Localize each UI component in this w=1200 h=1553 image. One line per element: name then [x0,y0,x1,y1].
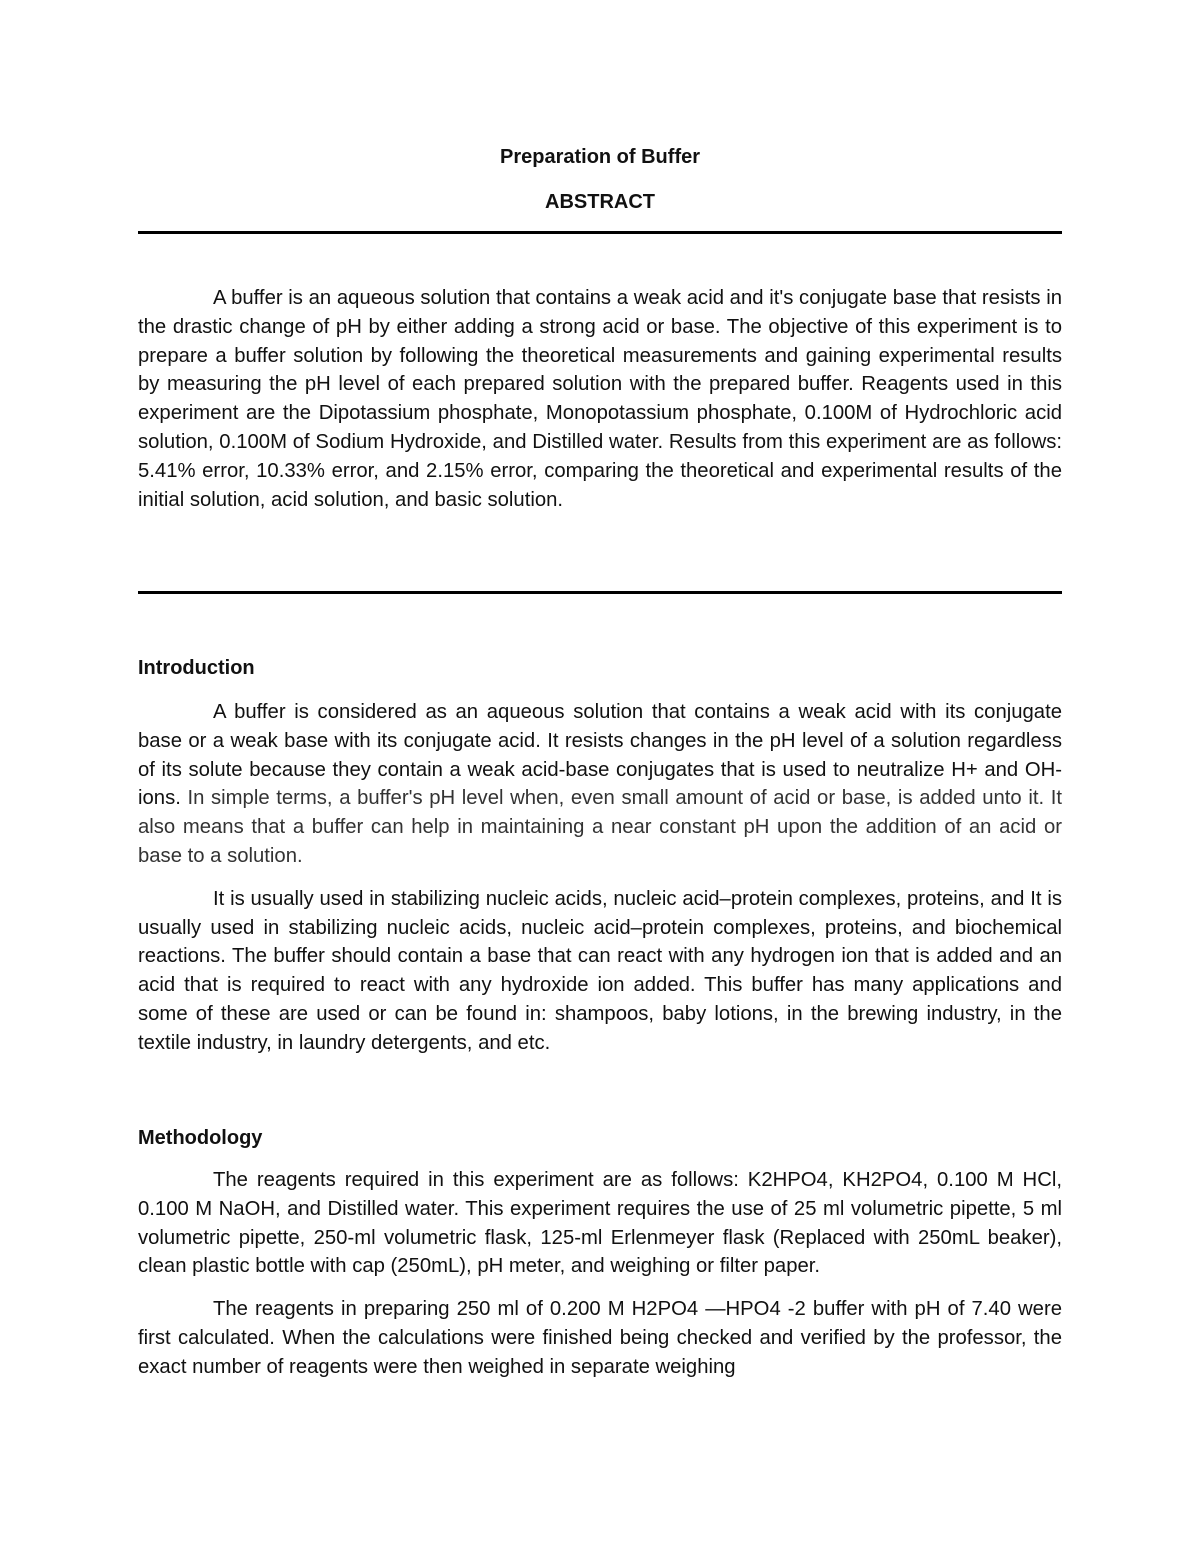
introduction-section [138,654,1062,1058]
introduction-heading: Introduction [138,657,255,679]
abstract-top-rule [138,231,1062,234]
introduction-paragraph-1 [138,698,1062,871]
document-title: Preparation of Buffer [499,146,701,168]
abstract-section [138,284,1062,514]
methodology-paragraph-1: The reagents required in this experiment are as follows: K2HPO4, KH2PO4, 0.100 M HCl, 0.100 M NaOH, and Distilled water. This experiment requires the use of 25 ml volumetric pipette, 5 ml volumetric pipette, 250-ml volumetric flask, 125-ml Erlenmeyer flask (Replaced with 250mL beaker), clean plastic bottle with cap (250mL), pH meter, and weighing or filter paper. [138,1169,1062,1278]
methodology-paragraph-2: The reagents in preparing 250 ml of 0.200 M H2PO4 —HPO4 -2 buffer with pH of 7.40 were first calculated. When the calculations were finished being checked and verified by the professor, the exact number of reagents were then weighed in separate weighing [138,1298,1062,1378]
abstract-bottom-rule [138,591,1062,594]
document-page [138,0,1062,1553]
methodology-heading: Methodology [138,1127,263,1149]
abstract-heading: ABSTRACT [545,191,655,213]
methodology-section [138,1124,1062,1382]
introduction-paragraph-1-tail: In simple terms, a buffer's pH level when, even small amount of acid or base, is added unto it. It also means that a buffer can help in maintaining a near constant pH upon the addition of an acid or base to a solution. [138,787,1062,867]
introduction-paragraph-1-main: A buffer is considered as an aqueous solution that contains a weak acid with its conjugate base or a weak base with its conjugate acid. It resists changes in the pH level of a solution regardless of its solute because they contain a weak acid-base conjugates that is used to neutralize H+ and OH- ions. [138,701,1062,810]
introduction-paragraph-2: It is usually used in stabilizing nucleic acids, nucleic acid–protein complexes, proteins, and It is usually used in stabilizing nucleic acids, nucleic acid–protein complexes, proteins, and biochemical reactions. The buffer should contain a base that can react with any hydrogen ion that is added and an acid that is required to react with any hydroxide ion added. This buffer has many applications and some of these are used or can be found in: shampoos, baby lotions, in the brewing industry, in the textile industry, in laundry detergents, and etc. [138,887,1062,1054]
abstract-paragraph: A buffer is an aqueous solution that contains a weak acid and it's conjugate base that resists in the drastic change of pH by either adding a strong acid or base. The objective of this experiment is to prepare a buffer solution by following the theoretical measurements and gaining experimental results by measuring the pH level of each prepared solution with the prepared buffer. Reagents used in this experiment are the Dipotassium phosphate, Monopotassium phosphate, 0.100M of Hydrochloric acid solution, 0.100M of Sodium Hydroxide, and Distilled water. Results from this experiment are as follows: 5.41% error, 10.33% error, and 2.15% error, comparing the theoretical and experimental results of the initial solution, acid solution, and basic solution. [138,287,1062,511]
